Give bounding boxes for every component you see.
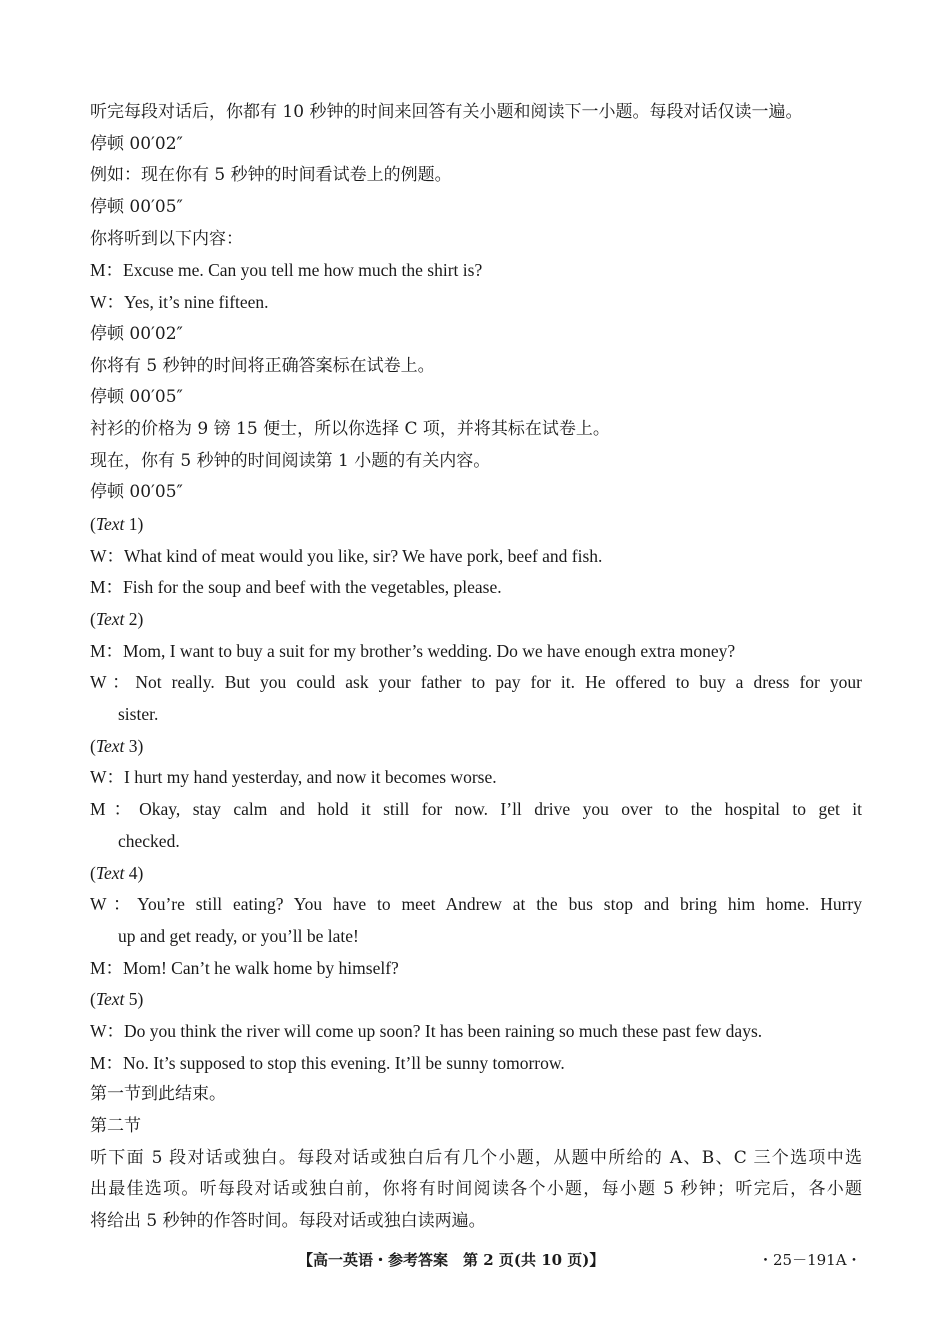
text-line: 衬衫的价格为 9 镑 15 便士，所以你选择 C 项，并将其标在试卷上。 — [90, 418, 610, 439]
text-line: W：Yes, it’s nine fifteen. — [90, 292, 269, 313]
text-line: 例如：现在你有 5 秒钟的时间看试卷上的例题。 — [90, 165, 452, 186]
text-line: M：Fish for the soup and beef with the vegetables, please. — [90, 577, 502, 598]
text-line: 第二节 — [90, 1116, 141, 1136]
text-line: M：Excuse me. Can you tell me how much the shirt is? — [90, 260, 483, 281]
text-line: checked. — [118, 830, 180, 851]
text-line: M：Mom, I want to buy a suit for my brother’s wedding. Do we have enough extra money? — [90, 640, 736, 661]
text-line: 将给出 5 秒钟的作答时间。每段对话或独白读两遍。 — [90, 1211, 486, 1232]
text-line: 现在，你有 5 秒钟的时间阅读第 1 小题的有关内容。 — [90, 450, 491, 471]
text-line: (Text 4) — [90, 862, 144, 883]
text-line: (Text 5) — [90, 989, 144, 1010]
document-body — [90, 97, 862, 1238]
text-line: sister. — [118, 704, 159, 725]
footer-code: ・25－191A・ — [758, 1251, 862, 1269]
text-line: M：Mom! Can’t he walk home by himself? — [90, 957, 399, 978]
text-line: (Text 2) — [90, 609, 144, 629]
text-line: 停顿 00′02″ — [90, 323, 183, 344]
text-line: (Text 1) — [90, 513, 144, 534]
text-line: 停顿 00′02″ — [90, 133, 183, 154]
page-footer — [0, 1250, 950, 1270]
text-line: M：Okay, stay calm and hold it still for now. I’ll drive you over to the hospital to get it — [90, 799, 862, 820]
text-line: 听完每段对话后，你都有 10 秒钟的时间来回答有关小题和阅读下一小题。每段对话仅读一遍。 — [90, 102, 803, 122]
text-line: W：I hurt my hand yesterday, and now it becomes worse. — [90, 767, 497, 788]
text-line: 停顿 00′05″ — [90, 387, 183, 408]
text-line: 第一节到此结束。 — [90, 1084, 226, 1105]
text-line: W：What kind of meat would you like, sir? We have pork, beef and fish. — [90, 545, 603, 566]
text-line: W：You’re still eating? You have to meet Andrew at the bus stop and bring him home. Hurry — [90, 894, 862, 915]
text-line: W：Do you think the river will come up soon? It has been raining so much these past few days. — [90, 1020, 763, 1041]
text-line: 停顿 00′05″ — [90, 197, 183, 218]
text-line: 听下面 5 段对话或独白。每段对话或独白后有几个小题，从题中所给的 A、B、C 三个选项中选 — [90, 1147, 862, 1168]
text-line: up and get ready, or you’ll be late! — [118, 925, 359, 946]
text-line: W：Not really. But you could ask your father to pay for it. He offered to buy a dress for your — [90, 672, 862, 693]
text-line: 出最佳选项。听每段对话或独白前，你将有时间阅读各个小题，每小题 5 秒钟；听完后，各小题 — [90, 1179, 862, 1200]
text-line: M：No. It’s supposed to stop this evening. It’ll be sunny tomorrow. — [90, 1052, 565, 1073]
footer-page-info: 【高一英语・参考答案 第 2 页(共 10 页)】 — [298, 1251, 605, 1269]
text-line: 你将听到以下内容： — [90, 228, 243, 249]
text-line: (Text 3) — [90, 735, 144, 756]
text-line: 停顿 00′05″ — [90, 482, 183, 503]
text-line: 你将有 5 秒钟的时间将正确答案标在试卷上。 — [90, 355, 435, 376]
